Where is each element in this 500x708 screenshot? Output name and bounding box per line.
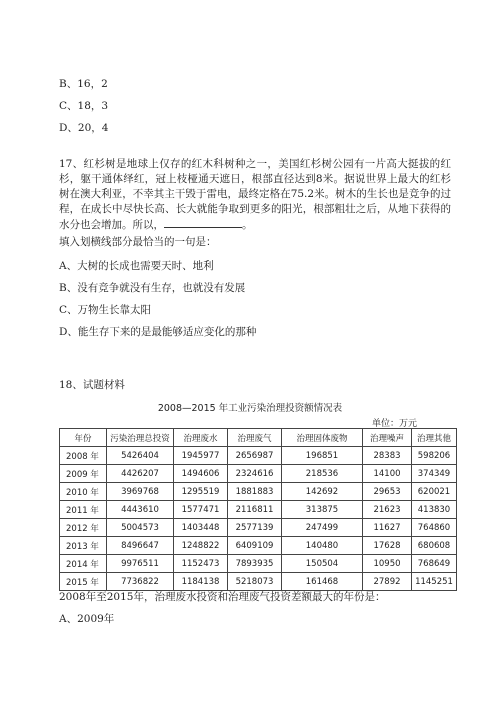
- table-cell: 2577139: [228, 519, 282, 537]
- table-cell: 28383: [363, 447, 412, 465]
- table-cell: 1945977: [174, 447, 228, 465]
- table-cell: 374349: [412, 465, 457, 483]
- fill-blank: [164, 217, 242, 228]
- answer-a: A、2009年: [59, 613, 115, 625]
- table-cell: 11627: [363, 519, 412, 537]
- choice-b: B、没有竞争就没有生存，也就没有发展: [59, 282, 246, 294]
- table-row: [60, 447, 457, 465]
- table-cell: 3969768: [107, 483, 174, 501]
- table-cell: 1248822: [174, 537, 228, 555]
- table-cell: 10950: [363, 555, 412, 573]
- choice-a: A、大树的长成也需要天时、地利: [59, 260, 214, 272]
- table-cell: 1152473: [174, 555, 228, 573]
- table-cell: 4443610: [107, 501, 174, 519]
- table-cell-year: 2014 年: [60, 555, 107, 573]
- header-noise: 治理噪声: [363, 429, 412, 447]
- table-cell-year: 2011 年: [60, 501, 107, 519]
- table-cell: 7736822: [107, 573, 174, 591]
- table-cell: 1403448: [174, 519, 228, 537]
- table-row: [60, 483, 457, 501]
- end-mark: 。: [242, 219, 253, 231]
- table-row: [60, 465, 457, 483]
- table-cell: 8496647: [107, 537, 174, 555]
- table-cell: 2656987: [228, 447, 282, 465]
- table-row: [60, 519, 457, 537]
- header-year: 年份: [60, 429, 107, 447]
- investment-table: [59, 428, 457, 591]
- table-cell: 2324616: [228, 465, 282, 483]
- table-cell: 21623: [363, 501, 412, 519]
- table-cell: 598206: [412, 447, 457, 465]
- question-17-body: 17、红杉树是地球上仅存的红木科树种之一，美国红杉树公园有一片高大挺拔的红杉，躯干通体绎红，冠上枝桠通天遮日，根部直径达到8米。据说世界上最大的红杉树在澳大利亚，不幸其主干毁于雷电，最终定格在75.2米。树木的生长也是竞争的过程，在成长中尽快长高、长大就能争取到更多的阳光，根部粗壮之后，从地下获得的水分也会增加。所以，: [59, 158, 451, 231]
- table-cell: 5426404: [107, 447, 174, 465]
- table-cell: 140480: [282, 537, 363, 555]
- question-17-text: [59, 157, 451, 233]
- table-cell: 680608: [412, 537, 457, 555]
- question-18-text: 2008年至2015年，治理废水投资和治理废气投资差额最大的年份是：: [59, 591, 386, 603]
- question-18-label: 18、试题材料: [59, 379, 125, 391]
- table-cell: 1494606: [174, 465, 228, 483]
- question-17-prompt: 填入划横线部分最恰当的一句是：: [59, 236, 217, 248]
- header-solidwaste: 治理固体废物: [282, 429, 363, 447]
- table-row: [60, 573, 457, 591]
- choice-c: C、万物生长靠太阳: [59, 304, 152, 316]
- table-cell-year: 2013 年: [60, 537, 107, 555]
- header-wastegas: 治理废气: [228, 429, 282, 447]
- table-cell: 196851: [282, 447, 363, 465]
- table-cell: 14100: [363, 465, 412, 483]
- table-row: [60, 501, 457, 519]
- table-cell: 764860: [412, 519, 457, 537]
- table-cell: 413830: [412, 501, 457, 519]
- table-cell: 1145251: [412, 573, 457, 591]
- table-cell: 161468: [282, 573, 363, 591]
- table-cell: 17628: [363, 537, 412, 555]
- table-cell: 5004573: [107, 519, 174, 537]
- table-cell: 1577471: [174, 501, 228, 519]
- table-cell: 2116811: [228, 501, 282, 519]
- table-cell: 1295519: [174, 483, 228, 501]
- table-cell-year: 2009 年: [60, 465, 107, 483]
- table-cell: 620021: [412, 483, 457, 501]
- header-wastewater: 治理废水: [174, 429, 228, 447]
- table-cell: 7893935: [228, 555, 282, 573]
- table-cell-year: 2015 年: [60, 573, 107, 591]
- table-cell-year: 2008 年: [60, 447, 107, 465]
- choice-d: D、能生存下来的是最能够适应变化的那种: [59, 326, 257, 338]
- table-cell-year: 2010 年: [60, 483, 107, 501]
- table-cell: 9976511: [107, 555, 174, 573]
- table-cell: 1881883: [228, 483, 282, 501]
- table-cell: 247499: [282, 519, 363, 537]
- table-cell: 1184138: [174, 573, 228, 591]
- option-d: D、20，4: [59, 122, 109, 134]
- table-cell: 4426207: [107, 465, 174, 483]
- table-cell: 29653: [363, 483, 412, 501]
- table-title: 2008—2015 年工业污染治理投资额情况表: [157, 403, 343, 414]
- table-cell-year: 2012 年: [60, 519, 107, 537]
- option-c: C、18，3: [59, 100, 109, 112]
- table-row: [60, 537, 457, 555]
- table-cell: 150504: [282, 555, 363, 573]
- table-cell: 142692: [282, 483, 363, 501]
- table-cell: 5218073: [228, 573, 282, 591]
- table-cell: 313875: [282, 501, 363, 519]
- table-unit: 单位：万元: [372, 419, 418, 429]
- table-row: [60, 555, 457, 573]
- table-header-row: [60, 429, 457, 447]
- table-cell: 6409109: [228, 537, 282, 555]
- option-b: B、16，2: [59, 78, 108, 90]
- table-cell: 27892: [363, 573, 412, 591]
- table-cell: 218536: [282, 465, 363, 483]
- header-total: 污染治理总投资: [107, 429, 174, 447]
- header-other: 治理其他: [412, 429, 457, 447]
- table-cell: 768649: [412, 555, 457, 573]
